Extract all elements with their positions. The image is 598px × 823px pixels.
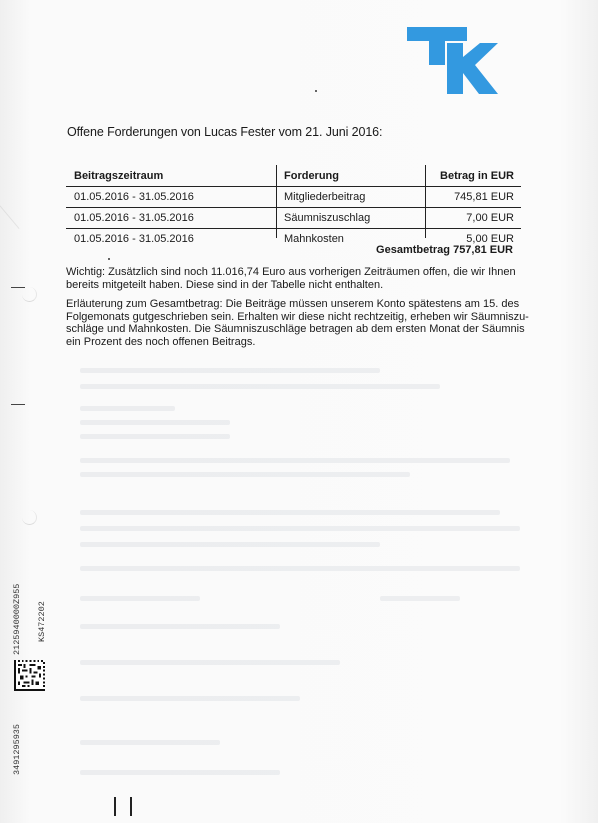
table-cell-claim: Mahnkosten	[284, 233, 344, 245]
side-code-a: 2125940000Z955	[12, 583, 22, 655]
show-through-mark	[380, 596, 460, 601]
explanation-line: Folgemonats gutgeschrieben sein. Erhalten wir diese nicht rechtzeitig, erheben wir Säumniszu-	[66, 310, 529, 323]
side-code-b: KS472202	[37, 601, 47, 642]
punch-hole	[22, 287, 37, 302]
show-through-mark	[80, 526, 520, 531]
table-cell-claim: Mitgliederbeitrag	[284, 191, 366, 203]
show-through-mark	[80, 696, 300, 701]
datamatrix-code-icon	[14, 660, 45, 691]
table-row	[66, 187, 521, 208]
tk-logo-icon	[407, 27, 498, 94]
explanation-line: schläge und Mahnkosten. Die Säumniszuschläge betragen ab dem ersten Monat der Säumnis	[66, 323, 525, 335]
speck	[108, 258, 110, 260]
show-through-mark	[80, 472, 410, 477]
scan-bars-icon	[114, 797, 134, 817]
show-through-mark	[80, 420, 230, 425]
page-title: Offene Forderungen von Lucas Fester vom 21. Juni 2016:	[67, 125, 383, 139]
table-row	[66, 208, 521, 229]
show-through-mark	[80, 624, 280, 629]
show-through-mark	[80, 406, 175, 411]
table-cell-claim: Säumniszuschlag	[284, 212, 371, 224]
note-line: bereits mitgeteilt haben. Diese sind in der Tabelle nicht enthalten.	[66, 278, 384, 291]
show-through-mark	[80, 434, 230, 439]
show-through-mark	[80, 596, 200, 601]
show-through-mark	[80, 368, 380, 373]
explanation-line: Erläuterung zum Gesamtbetrag: Die Beiträge müssen unserem Konto spätestens am 15. des	[66, 298, 520, 310]
explanation-paragraph	[66, 298, 529, 348]
table-cell-amount: 745,81 EUR	[454, 191, 514, 203]
speck	[315, 90, 317, 92]
table-cell-period: 01.05.2016 - 31.05.2016	[74, 233, 194, 245]
total-amount: Gesamtbetrag 757,81 EUR	[376, 244, 513, 256]
fold-mark	[11, 404, 25, 405]
show-through-mark	[80, 770, 280, 775]
column-header-claim: Forderung	[284, 170, 339, 182]
column-header-amount: Betrag in EUR	[440, 170, 514, 182]
table-cell-amount: 7,00 EUR	[466, 212, 514, 224]
show-through-mark	[80, 740, 220, 745]
note-paragraph	[66, 266, 521, 291]
show-through-mark	[80, 660, 340, 665]
table-cell-amount: 5,00 EUR	[466, 233, 514, 245]
show-through-mark	[80, 384, 440, 389]
show-through-mark	[80, 542, 380, 547]
table-cell-period: 01.05.2016 - 31.05.2016	[74, 191, 194, 203]
fold-mark	[11, 287, 25, 288]
claims-table	[66, 165, 521, 249]
table-cell-period: 01.05.2016 - 31.05.2016	[74, 212, 194, 224]
side-code-c: 3491295935	[12, 723, 22, 775]
explanation-line: ein Prozent des noch offenen Beitrags.	[66, 335, 256, 348]
show-through-mark	[80, 510, 500, 515]
table-header-row	[66, 165, 521, 187]
note-line: Wichtig: Zusätzlich sind noch 11.016,74 Euro aus vorherigen Zeiträumen offen, die wir Ihnen	[66, 266, 516, 278]
show-through-mark	[80, 566, 520, 571]
show-through-mark	[80, 458, 510, 463]
punch-hole	[22, 510, 37, 525]
column-header-period: Beitragszeitraum	[74, 170, 164, 182]
